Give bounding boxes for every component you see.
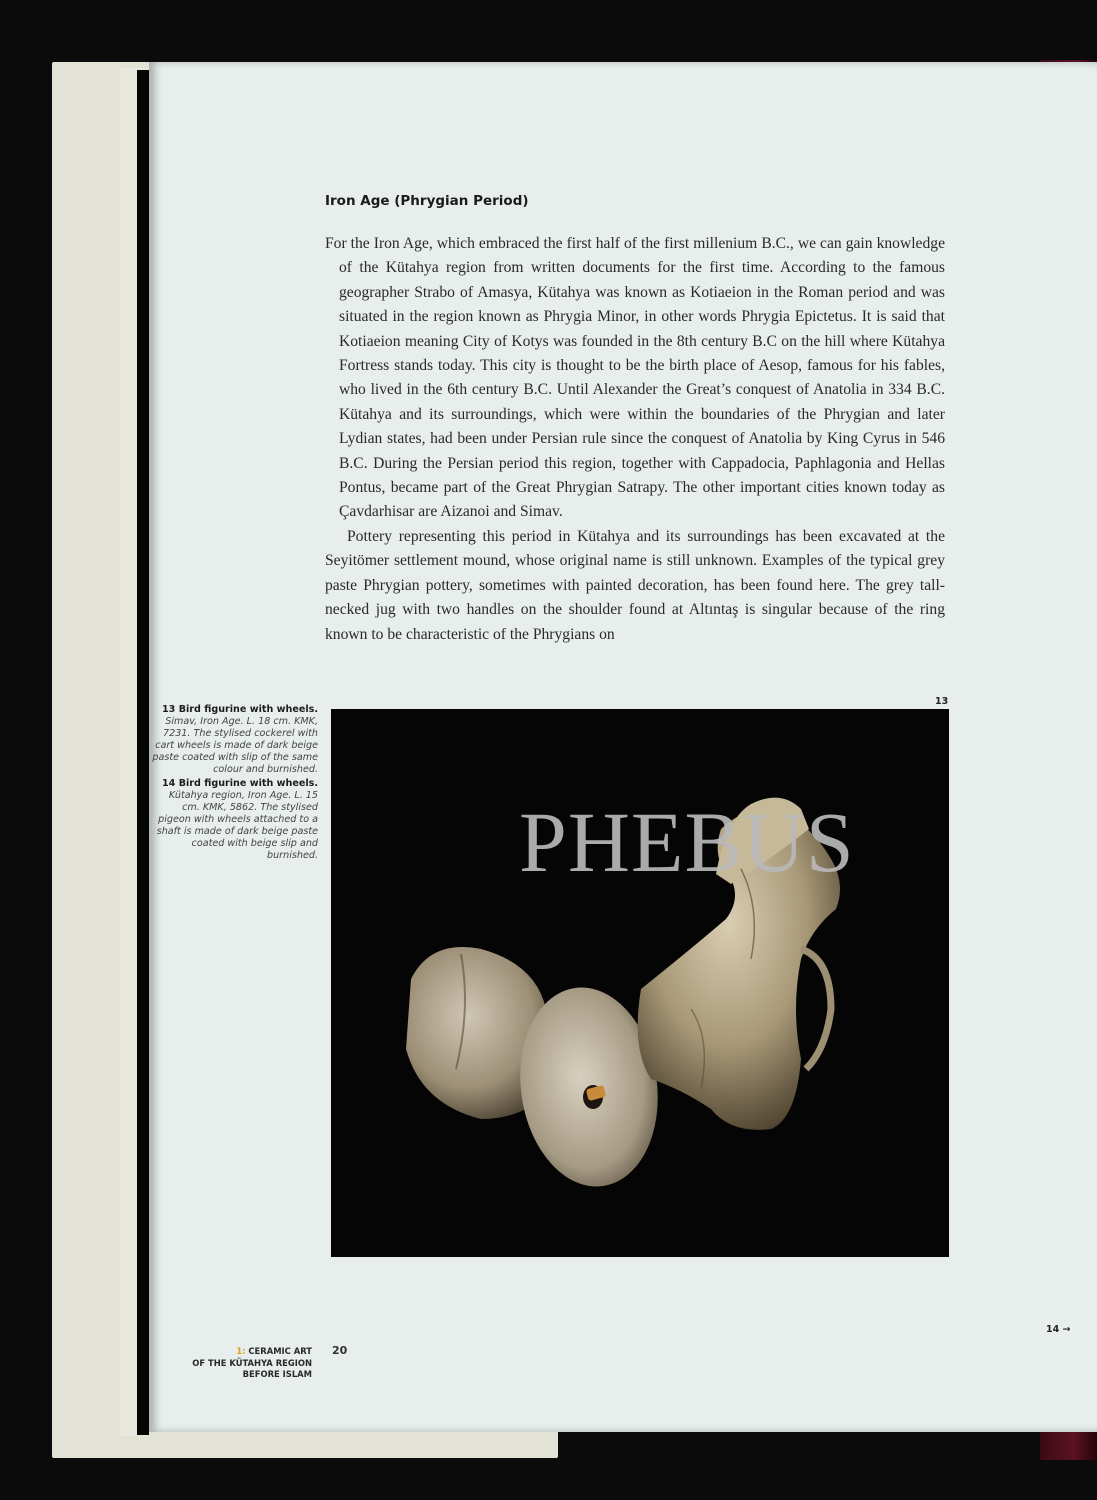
caption-13: [149, 704, 318, 776]
section-heading: Iron Age (Phrygian Period): [325, 193, 529, 209]
caption-14-title: 14 Bird figurine with wheels.: [162, 778, 318, 789]
chapter-title-1: CERAMIC ART: [245, 1346, 312, 1356]
caption-13-title: 13 Bird figurine with wheels.: [162, 704, 318, 715]
chapter-line-1: [149, 1346, 312, 1358]
figure-number: 13: [935, 696, 949, 707]
caption-13-text: Simav, Iron Age. L. 18 cm. KMK, 7231. The stylised cockerel with cart wheels is made of dark beige paste coated with slip of the same colour and burnished.: [152, 716, 318, 775]
phebus-watermark: PHEBUS: [519, 794, 855, 890]
page-number: 20: [332, 1344, 348, 1357]
figure-captions: [149, 704, 318, 864]
next-figure-indicator: 14 →: [1046, 1324, 1071, 1335]
spine-shadow: [137, 70, 149, 1435]
paragraph-2: Pottery representing this period in Kütahya and its surroundings has been excavated at the Seyitömer settlement mound, whose original name is still unknown. Examples of the typical grey paste Phrygian pottery, sometimes with painted decoration, has been found here. The grey tall-necked jug with two handles on the shoulder found at Altıntaş is singular because of the ring known to be characteristic of the Phrygians on: [325, 527, 945, 643]
chapter-number: 1:: [236, 1346, 246, 1356]
chapter-title-2: OF THE KÜTAHYA REGION: [192, 1357, 312, 1368]
chapter-title-3: BEFORE ISLAM: [242, 1369, 312, 1379]
caption-14-text: Kütahya region, Iron Age. L. 15 cm. KMK, 5862. The stylised pigeon with wheels attached to a shaft is made of dark beige paste coated with beige slip and burnished.: [156, 790, 318, 861]
chapter-footer: [149, 1346, 312, 1381]
paragraph-1: For the Iron Age, which embraced the first half of the first millenium B.C., we can gain knowledge of the Kütahya region from written documents for the first time. According to the famous geographer Strabo of Amasya, Kütahya was known as Kotiaeion in the Roman period and was situated in the region known as Phrygia Minor, in other words Phrygia Epictetus. It is said that Kotiaeion meaning City of Kotys was founded in the 8th century B.C on the hill where Kütahya Fortress stands today. This city is thought to be the birth place of Aesop, famous for his fables, who lived in the 6th century B.C. Until Alexander the Great’s conquest of Anatolia in 334 B.C. Kütahya and its surroundings, which were within the boundaries of the Phrygian and later Lydian states, had been under Persian rule since the conquest of Anatolia by King Cyrus in 546 B.C. During the Persian period this region, together with Cappadocia, Paphlagonia and Hellas Pontus, became part of the Great Phrygian Satrapy. The other important cities known today as Çavdarhisar are Aizanoi and Simav.: [325, 235, 945, 521]
body-text: [325, 232, 945, 647]
book-page: [149, 62, 1097, 1432]
caption-14: [149, 778, 318, 862]
